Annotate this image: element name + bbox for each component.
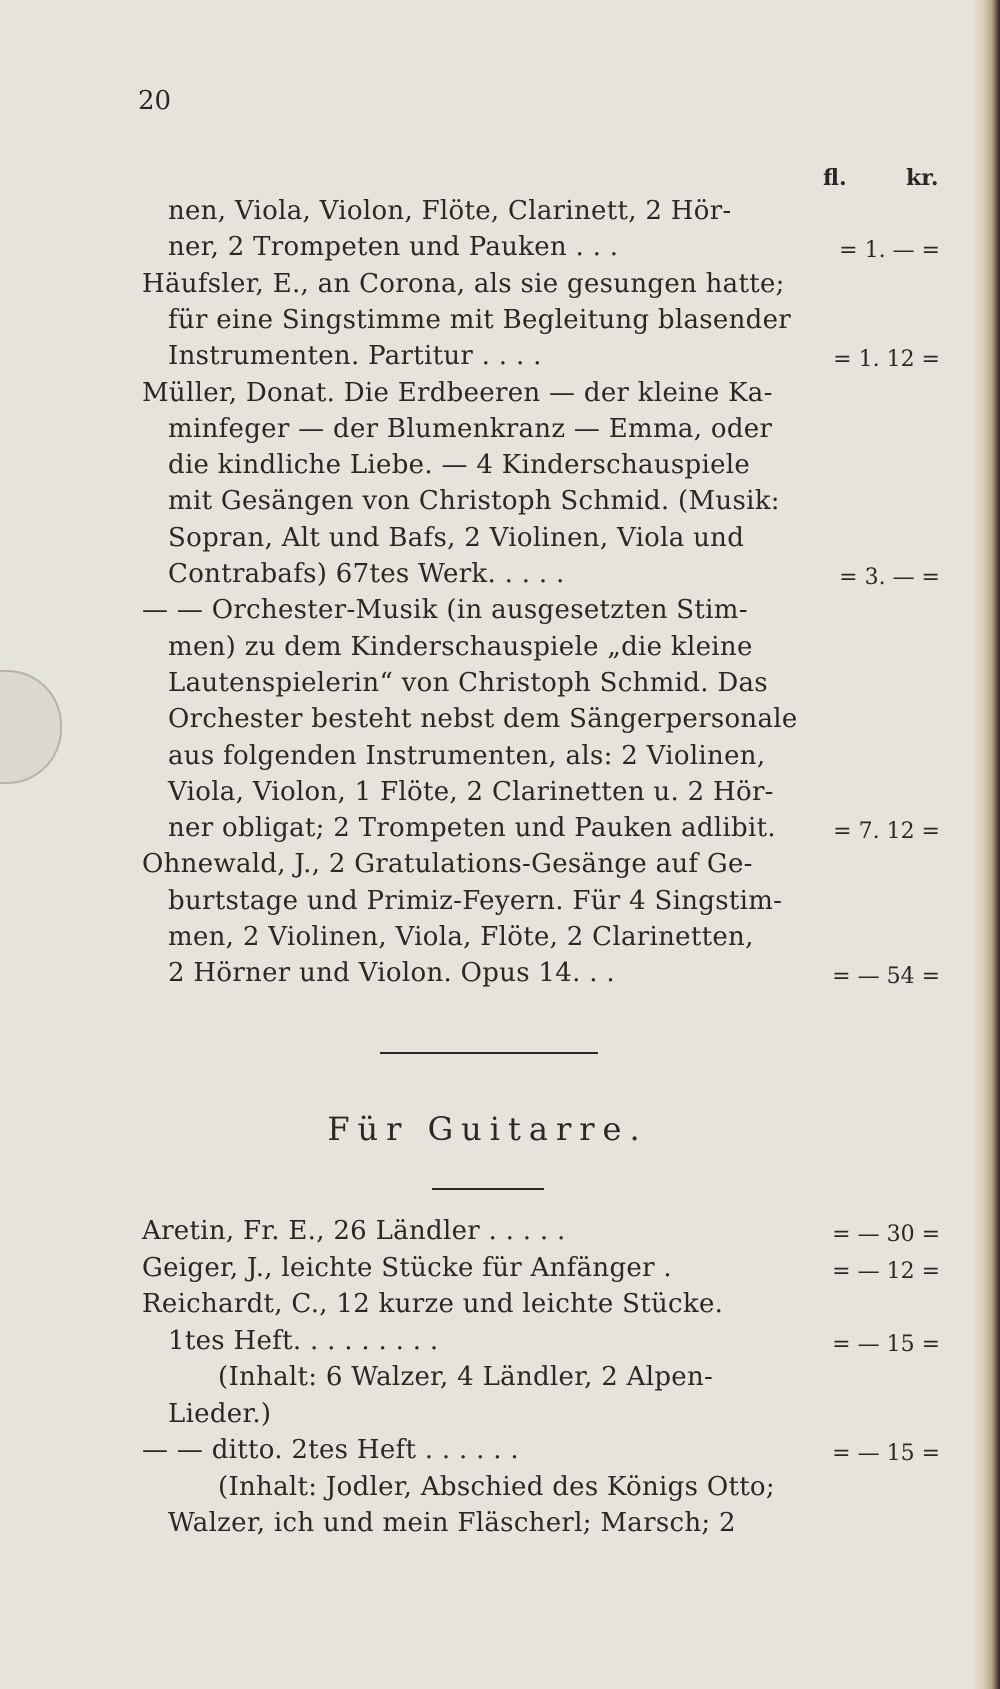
entry-line: die kindliche Liebe. — 4 Kinderschauspiele xyxy=(168,450,751,481)
page-edge xyxy=(972,0,1000,1689)
entry-line: ner, 2 Trompeten und Pauken . . . xyxy=(168,232,619,263)
guitar-entry-line: Geiger, J., leichte Stücke für Anfänger . xyxy=(142,1252,672,1283)
entry-line: — — Orchester-Musik (in ausgesetzten Stim- xyxy=(142,595,748,626)
section-divider-top xyxy=(380,1052,598,1054)
entry-line: Sopran, Alt und Bafs, 2 Violinen, Viola und xyxy=(168,522,745,553)
page-number: 20 xyxy=(138,86,172,116)
entry-line: Contrabafs) 67tes Werk. . . . . xyxy=(168,559,565,589)
entry-line: burtstage und Primiz-Feyern. Für 4 Singstim- xyxy=(168,885,783,916)
entry-line: ner obligat; 2 Trompeten und Pauken adlibit. xyxy=(168,813,776,844)
entry-price: = 1. — = xyxy=(839,238,940,264)
guitar-entry-price: = — 15 = xyxy=(832,1331,940,1357)
column-header-kr: kr. xyxy=(906,165,939,191)
entry-line: Ohnewald, J., 2 Gratulations-Gesänge auf Ge- xyxy=(142,849,753,880)
entry-line: Instrumenten. Partitur . . . . xyxy=(168,341,542,372)
guitar-entry-line: 1tes Heft. . . . . . . . . xyxy=(168,1325,439,1356)
entry-line: nen, Viola, Violon, Flöte, Clarinett, 2 Hör- xyxy=(168,196,732,226)
column-header-fl: fl. xyxy=(823,165,847,191)
entry-price: = 1. 12 = xyxy=(833,347,940,373)
guitar-entry-line: Lieder.) xyxy=(168,1398,272,1429)
entry-line: men) zu dem Kinderschauspiele „die kleine xyxy=(168,631,753,662)
entry-line: für eine Singstimme mit Begleitung blasender xyxy=(168,304,792,335)
guitar-entry-line: — — ditto. 2tes Heft . . . . . . xyxy=(142,1435,520,1465)
guitar-entry-line: Aretin, Fr. E., 26 Ländler . . . . . xyxy=(142,1216,566,1246)
entry-line: 2 Hörner und Violon. Opus 14. . . xyxy=(168,958,615,989)
entry-line: Orchester besteht nebst dem Sängerpersonale xyxy=(168,704,798,735)
entry-line: aus folgenden Instrumenten, als: 2 Violinen, xyxy=(168,740,766,771)
entry-line: Müller, Donat. Die Erdbeeren — der kleine Ka- xyxy=(142,377,773,408)
guitar-entry-line: Walzer, ich und mein Fläscherl; Marsch; 2 xyxy=(168,1508,736,1538)
guitar-entry-price: = — 12 = xyxy=(832,1258,940,1284)
entry-line: Häufsler, E., an Corona, als sie gesungen hatte; xyxy=(142,268,785,299)
guitar-entry-price: = — 30 = xyxy=(832,1222,940,1247)
entry-price: = — 54 = xyxy=(832,964,940,990)
entry-price: = 3. — = xyxy=(839,565,940,590)
section-divider-bottom xyxy=(432,1188,544,1190)
entry-line: men, 2 Violinen, Viola, Flöte, 2 Clarinetten, xyxy=(168,922,754,952)
entry-line: mit Gesängen von Christoph Schmid. (Musik: xyxy=(168,486,780,517)
guitar-entry-line: Reichardt, C., 12 kurze und leichte Stücke. xyxy=(142,1289,724,1319)
guitar-entry-price: = — 15 = xyxy=(832,1441,940,1466)
guitar-entry-line: (Inhalt: Jodler, Abschied des Königs Otto; xyxy=(218,1471,775,1502)
entry-line: minfeger — der Blumenkranz — Emma, oder xyxy=(168,413,773,444)
entry-line: Viola, Violon, 1 Flöte, 2 Clarinetten u. 2 Hör- xyxy=(168,776,774,807)
section-heading: Für Guitarre. xyxy=(327,1110,648,1148)
guitar-entry-line: (Inhalt: 6 Walzer, 4 Ländler, 2 Alpen- xyxy=(218,1362,714,1392)
page-tab-mark xyxy=(0,670,62,784)
entry-price: = 7. 12 = xyxy=(833,819,940,845)
entry-line: Lautenspielerin“ von Christoph Schmid. Das xyxy=(168,667,768,698)
